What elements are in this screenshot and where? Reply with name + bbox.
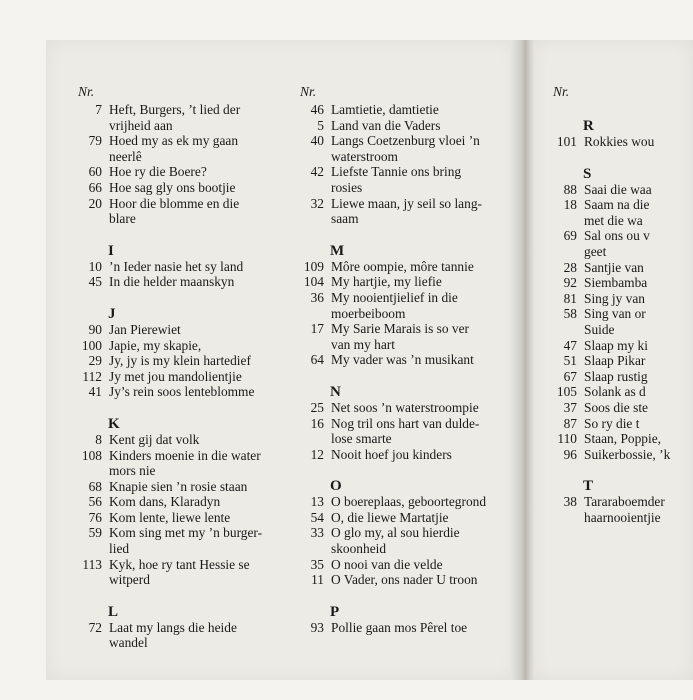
index-entry [300,102,510,118]
song-number: 69 [563,228,577,244]
index-entry [300,620,510,636]
song-number: 93 [310,619,324,635]
song-title: Santjie van [584,259,644,275]
song-title: Slaap Pikar [584,353,646,369]
song-number [553,244,577,260]
song-number: 28 [563,259,577,275]
song-number: 41 [88,384,102,400]
song-number: 96 [563,446,577,462]
song-number: 16 [310,415,324,431]
song-number: 36 [310,289,324,305]
song-title: O nooi van die velde [331,556,443,572]
song-title: ’n Ieder nasie het sy land [109,258,244,274]
song-number: 101 [556,134,577,149]
index-entry [553,134,683,150]
song-number [553,510,577,526]
song-title: Net soos ’n waterstroompie [331,399,479,415]
index-entry [300,118,510,134]
index-entry [553,447,683,463]
index-entry [300,525,510,556]
song-number: 108 [81,447,102,463]
song-number: 40 [310,133,324,149]
song-number: 17 [310,321,324,337]
song-number: 25 [310,399,324,415]
index-entry [78,557,290,588]
index-entry [553,431,683,447]
section-letter: R [583,118,594,134]
song-title: Kom lente, liewe lente [109,509,231,525]
song-number: 51 [563,353,577,369]
song-title: Sal ons ou v [584,228,650,244]
index-entry [300,133,510,164]
index-entry [553,197,683,213]
song-title: Nog tril ons hart van dulde- lose smarte [331,415,480,447]
index-section [78,302,290,400]
song-number: 110 [557,431,577,447]
index-section [300,474,510,588]
song-number: 68 [88,478,102,494]
index-entry [553,291,683,307]
song-number: 38 [563,494,577,510]
song-title: Kom dans, Klaradyn [109,494,221,510]
index-entry [553,338,683,354]
song-number: 58 [563,306,577,322]
column-header: Nr. [553,84,570,99]
song-title: Kom sing met my ’n burger- lied [109,525,263,557]
song-title: Kent gij dat volk [109,431,200,447]
song-number [553,322,577,338]
song-number: 105 [556,384,577,400]
index-entry [553,244,683,260]
index-entry [300,274,510,290]
index-entry [553,228,683,244]
index-entry [553,306,683,322]
song-title: Jy’s rein soos lenteblomme [109,384,255,400]
song-number: 60 [88,164,102,180]
index-entry [78,369,290,385]
song-title: O Vader, ons nader U troon [331,572,478,588]
song-title: Staan, Poppie, [584,431,661,447]
index-entry [553,275,683,291]
song-number: 8 [95,431,102,447]
song-number: 20 [88,195,102,211]
index-entry [78,510,290,526]
index-entry [553,369,683,385]
song-title: geet [584,243,607,259]
index-section [78,102,290,227]
song-title: Jan Pierewiet [109,321,181,337]
index-entry [300,321,510,352]
index-entry [78,102,290,133]
song-title: Slaap my ki [584,337,648,353]
index-entry [78,180,290,196]
song-title: Lamtietie, damtietie [331,102,439,117]
index-entry [300,447,510,463]
song-title: Jy met jou mandolientjie [109,368,242,384]
song-title: Langs Coetzenburg vloei ’n waterstroom [331,133,480,164]
index-entry [78,620,290,651]
index-section [300,600,510,636]
song-title: My Sarie Marais is so ver van my hart [331,321,469,352]
index-entry [553,384,683,400]
song-number: 18 [563,197,577,213]
song-title: Kyk, hoe ry tant Hessie se witperd [109,556,250,588]
index-entry [553,182,683,198]
index-column-1 [78,82,290,651]
song-number: 67 [563,368,577,384]
song-title: My vader was ’n musikant [331,352,474,368]
song-number: 112 [82,368,102,384]
song-number: 33 [310,525,324,541]
index-entry [78,133,290,164]
index-section [300,102,510,227]
index-entry [78,322,290,338]
song-title: Japie, my skapie, [109,337,202,353]
song-title: Slaap rustig [584,368,648,384]
index-entry [553,416,683,432]
song-title: Hoed my as ek my gaan neerlê [109,133,239,164]
index-section [78,600,290,651]
index-entry [553,260,683,276]
song-title: O glo my, al sou hierdie skoonheid [331,525,460,557]
song-number: 87 [563,415,577,431]
song-title: Saai die waa [584,181,652,197]
index-column-2 [300,82,510,635]
song-number: 104 [303,274,324,290]
song-number: 54 [310,509,324,525]
song-number: 113 [82,556,102,572]
song-number: 37 [563,399,577,415]
index-entry [78,479,290,495]
song-title: Saam na die [584,197,650,213]
section-letter: L [108,603,119,620]
section-letter: K [108,415,120,432]
song-number: 81 [563,290,577,306]
song-title: Suide [584,321,615,337]
section-letter: T [583,478,594,495]
section-letter: O [330,478,342,495]
song-title: Heft, Burgers, ’t lied der vrijheid aan [109,102,241,133]
song-title: Pollie gaan mos Pêrel toe [331,619,468,635]
song-number: 79 [88,133,102,149]
song-number: 7 [95,102,102,117]
song-title: My nooientjielief in die moerbeiboom [331,289,458,321]
index-section [553,162,683,463]
song-number: 59 [88,525,102,541]
index-entry [300,352,510,368]
section-letter: I [108,242,114,259]
song-title: Siembamba [584,275,648,291]
index-entry [78,384,290,400]
index-section [300,380,510,462]
index-column-3 [553,82,683,525]
song-title: Suikerbossie, ’k [584,446,671,462]
song-title: In die helder maanskyn [109,274,235,290]
song-number: 76 [88,509,102,525]
index-entry [553,400,683,416]
song-number: 66 [88,179,102,195]
section-letter: S [583,165,592,182]
song-number: 92 [563,275,577,291]
song-number: 35 [310,556,324,572]
song-number: 10 [88,258,102,274]
index-entry [300,196,510,227]
song-number: 90 [88,321,102,337]
song-title: Hoe sag gly ons bootjie [109,179,236,195]
song-title: Hoor die blomme en die blare [109,195,240,227]
song-title: Laat my langs die heide wandel [109,619,237,651]
index-entry [300,572,510,588]
song-title: O boereplaas, geboortegrond [331,494,487,510]
song-title: Liewe maan, jy seil so lang- saam [331,195,482,227]
song-number: 88 [563,181,577,197]
index-entry [553,510,683,526]
index-entry [78,338,290,354]
index-entry [553,494,683,510]
section-letter: J [108,305,116,322]
song-number: 42 [310,164,324,180]
index-entry [78,448,290,479]
song-number: 45 [88,274,102,290]
song-number: 47 [563,337,577,353]
song-title: met die wa [584,212,643,228]
index-entry [300,494,510,510]
index-entry [553,322,683,338]
song-number: 56 [88,494,102,510]
index-entry [78,432,290,448]
song-number: 12 [310,446,324,462]
song-title: Knapie sien ’n rosie staan [109,478,248,494]
song-title: Sing jy van [584,290,646,306]
song-title: Rokkies wou [584,134,655,149]
index-entry [300,259,510,275]
song-title: Tararaboemder [584,494,665,510]
index-entry [78,164,290,180]
section-letter: P [330,603,340,620]
index-entry [78,494,290,510]
song-number: 64 [310,352,324,368]
song-title: Hoe ry die Boere? [109,164,207,180]
song-title: O, die liewe Martatjie [331,509,449,525]
song-title: So ry die t [584,415,640,431]
index-entry [300,510,510,526]
song-title: Kinders moenie in die water mors nie [109,447,261,479]
index-entry [300,290,510,321]
index-section [553,114,683,150]
song-title: Môre oompie, môre tannie [331,258,474,274]
song-title: Liefste Tannie ons bring rosies [331,164,462,195]
song-title: Sing van or [584,306,646,322]
index-section [78,239,290,290]
index-section [553,474,683,525]
song-title: haarnooientjie [584,509,661,525]
song-title: Jy, jy is my klein hartedief [109,353,251,369]
song-title: Land van die Vaders [331,117,441,133]
song-number: 11 [311,572,324,588]
song-number: 46 [310,102,324,117]
index-section [300,239,510,368]
index-entry [78,353,290,369]
index-entry [300,557,510,573]
index-entry [300,400,510,416]
index-entry [300,164,510,195]
song-number: 72 [88,619,102,635]
index-section [78,412,290,588]
song-number [553,213,577,229]
index-entry [78,259,290,275]
section-letter: N [330,383,341,400]
index-entry [78,274,290,290]
index-entry [300,416,510,447]
song-title: Soos die ste [584,399,648,415]
song-title: Nooit hoef jou kinders [331,446,452,462]
song-number: 109 [303,258,324,274]
song-number: 32 [310,195,324,211]
song-title: My hartjie, my liefie [331,274,442,290]
index-entry [78,196,290,227]
song-number: 13 [310,494,324,510]
index-entry [553,213,683,229]
song-title: Solank as d [584,384,646,400]
index-entry [553,353,683,369]
song-number: 29 [88,353,102,369]
index-entry [78,525,290,556]
section-letter: M [330,242,345,259]
column-header: Nr. [300,84,317,99]
column-header: Nr. [78,84,95,99]
song-number: 100 [81,337,102,353]
song-number: 5 [317,117,324,133]
